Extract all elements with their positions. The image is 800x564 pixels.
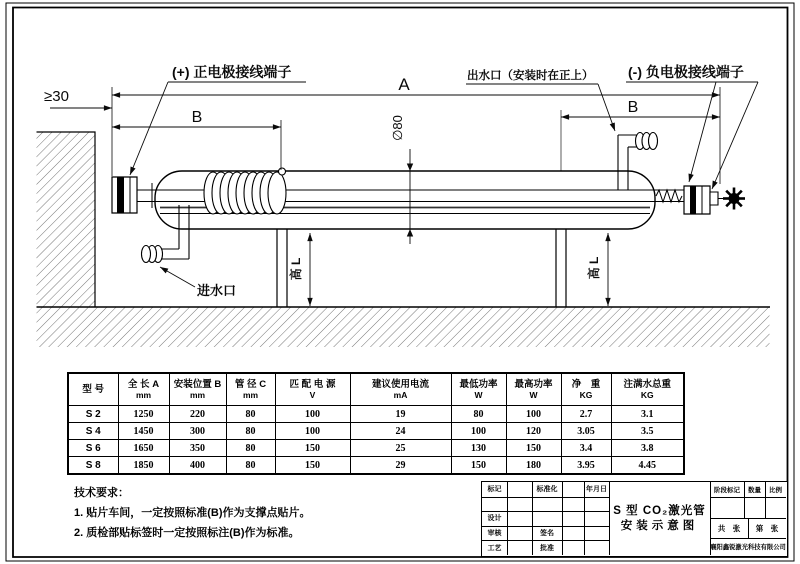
- table-cell: 80: [451, 406, 506, 423]
- field-quantity-label: 数量: [748, 487, 761, 494]
- table-cell: 150: [275, 457, 350, 475]
- column-header: 匹 配 电 源 V: [275, 373, 350, 406]
- table-cell: 3.1: [611, 406, 684, 423]
- table-cell: 3.5: [611, 423, 684, 440]
- ground-section: [37, 307, 771, 347]
- table-cell: 80: [226, 457, 275, 475]
- positive-electrode: [112, 177, 137, 213]
- negative-electrode: [656, 186, 726, 214]
- table-cell: 29: [350, 457, 451, 475]
- table-cell: 1250: [118, 406, 169, 423]
- table-cell: 4.45: [611, 457, 684, 475]
- spec-table: [67, 372, 685, 475]
- table-cell: 2.7: [561, 406, 611, 423]
- table-cell: S 6: [68, 440, 118, 457]
- table-cell: 300: [169, 423, 226, 440]
- table-cell: 220: [169, 406, 226, 423]
- table-cell: 1850: [118, 457, 169, 475]
- table-cell: 3.8: [611, 440, 684, 457]
- water-inlet-label: 进水口: [197, 283, 237, 298]
- table-row: [68, 457, 684, 475]
- technical-requirements: [74, 483, 311, 543]
- table-cell: 1650: [118, 440, 169, 457]
- column-header: 净 重 KG: [561, 373, 611, 406]
- tech-note-2: 2. 质检部贴标签时一定按照标注(B)作为标准。: [74, 527, 300, 539]
- column-header: 最低功率 W: [451, 373, 506, 406]
- column-header: 安装位置 B mm: [169, 373, 226, 406]
- dim-a-label: A: [398, 75, 410, 94]
- table-cell: 100: [451, 423, 506, 440]
- laser-tube: [112, 110, 745, 263]
- table-cell: 350: [169, 440, 226, 457]
- table-cell: 130: [451, 440, 506, 457]
- column-header: 型 号: [68, 373, 118, 406]
- table-cell: 400: [169, 457, 226, 475]
- table-cell: 100: [275, 423, 350, 440]
- table-cell: S 2: [68, 406, 118, 423]
- table-cell: 3.4: [561, 440, 611, 457]
- field-sheet-no: 第 张: [755, 523, 779, 533]
- table-cell: 120: [506, 423, 561, 440]
- drawing-title-line2: 安装示意图: [620, 519, 699, 532]
- field-sheets-total: 共 张: [717, 523, 741, 533]
- table-cell: 3.95: [561, 457, 611, 475]
- table-cell: 80: [226, 440, 275, 457]
- negative-terminal-label: (-) 负电极接线端子: [628, 64, 744, 80]
- dim-height-right-label: 高 L: [587, 256, 601, 280]
- company-name: 襄阳鑫锐激光科技有限公司: [710, 544, 786, 551]
- column-header: 最高功率 W: [506, 373, 561, 406]
- water-outlet-label: 出水口（安装时在正上）: [467, 70, 594, 82]
- positive-terminal-label: (+) 正电极接线端子: [172, 64, 292, 80]
- tech-notes-title: 技术要求：: [74, 487, 129, 499]
- column-header: 管 径 C mm: [226, 373, 275, 406]
- dim-b-right-label: B: [627, 99, 639, 116]
- table-cell: 180: [506, 457, 561, 475]
- table-cell: 80: [226, 406, 275, 423]
- support-legs: [277, 229, 566, 307]
- dim-height-left-label: 高 L: [289, 257, 303, 281]
- drawing-title-line1: S 型 CO₂激光管: [613, 504, 706, 517]
- dim-wall-gap-label: ≥30: [44, 88, 69, 105]
- table-cell: 3.05: [561, 423, 611, 440]
- title-block: [481, 481, 788, 557]
- table-cell: 100: [275, 406, 350, 423]
- table-row: [68, 406, 684, 423]
- column-header: 建议使用电流 mA: [350, 373, 451, 406]
- table-cell: 24: [350, 423, 451, 440]
- dim-diameter-label: ∅80: [390, 115, 405, 141]
- table-cell: S 8: [68, 457, 118, 475]
- field-design-label: 设计: [487, 515, 502, 523]
- field-mark-label: 标记: [487, 486, 502, 494]
- table-cell: 1450: [118, 423, 169, 440]
- table-row: [68, 423, 684, 440]
- table-cell: 150: [451, 457, 506, 475]
- table-cell: 80: [226, 423, 275, 440]
- drawing-title: [609, 482, 710, 555]
- field-date-label: 年月日: [586, 486, 607, 494]
- field-stage-mark-label: 阶段标记: [714, 487, 740, 494]
- field-signature-label: 签名: [540, 530, 554, 538]
- table-cell: 100: [506, 406, 561, 423]
- table-cell: 150: [275, 440, 350, 457]
- tech-note-1: 1. 贴片车间，一定按照标准(B)作为支撑点贴片。: [74, 507, 311, 519]
- field-review-label: 审核: [487, 530, 502, 538]
- laser-output-icon: [723, 188, 745, 210]
- column-header: 全 长 A mm: [118, 373, 169, 406]
- table-cell: 150: [506, 440, 561, 457]
- dim-b-left-label: B: [191, 109, 203, 126]
- table-cell: 25: [350, 440, 451, 457]
- cooling-coil: [204, 168, 286, 214]
- field-approve-label: 批准: [540, 544, 554, 552]
- wall-section: [37, 132, 96, 307]
- field-scale-label: 比例: [769, 487, 782, 494]
- column-header: 注满水总重 KG: [611, 373, 684, 406]
- field-process-label: 工艺: [487, 544, 502, 552]
- table-row: [68, 440, 684, 457]
- table-cell: 19: [350, 406, 451, 423]
- field-standardization-label: 标准化: [536, 486, 558, 494]
- table-cell: S 4: [68, 423, 118, 440]
